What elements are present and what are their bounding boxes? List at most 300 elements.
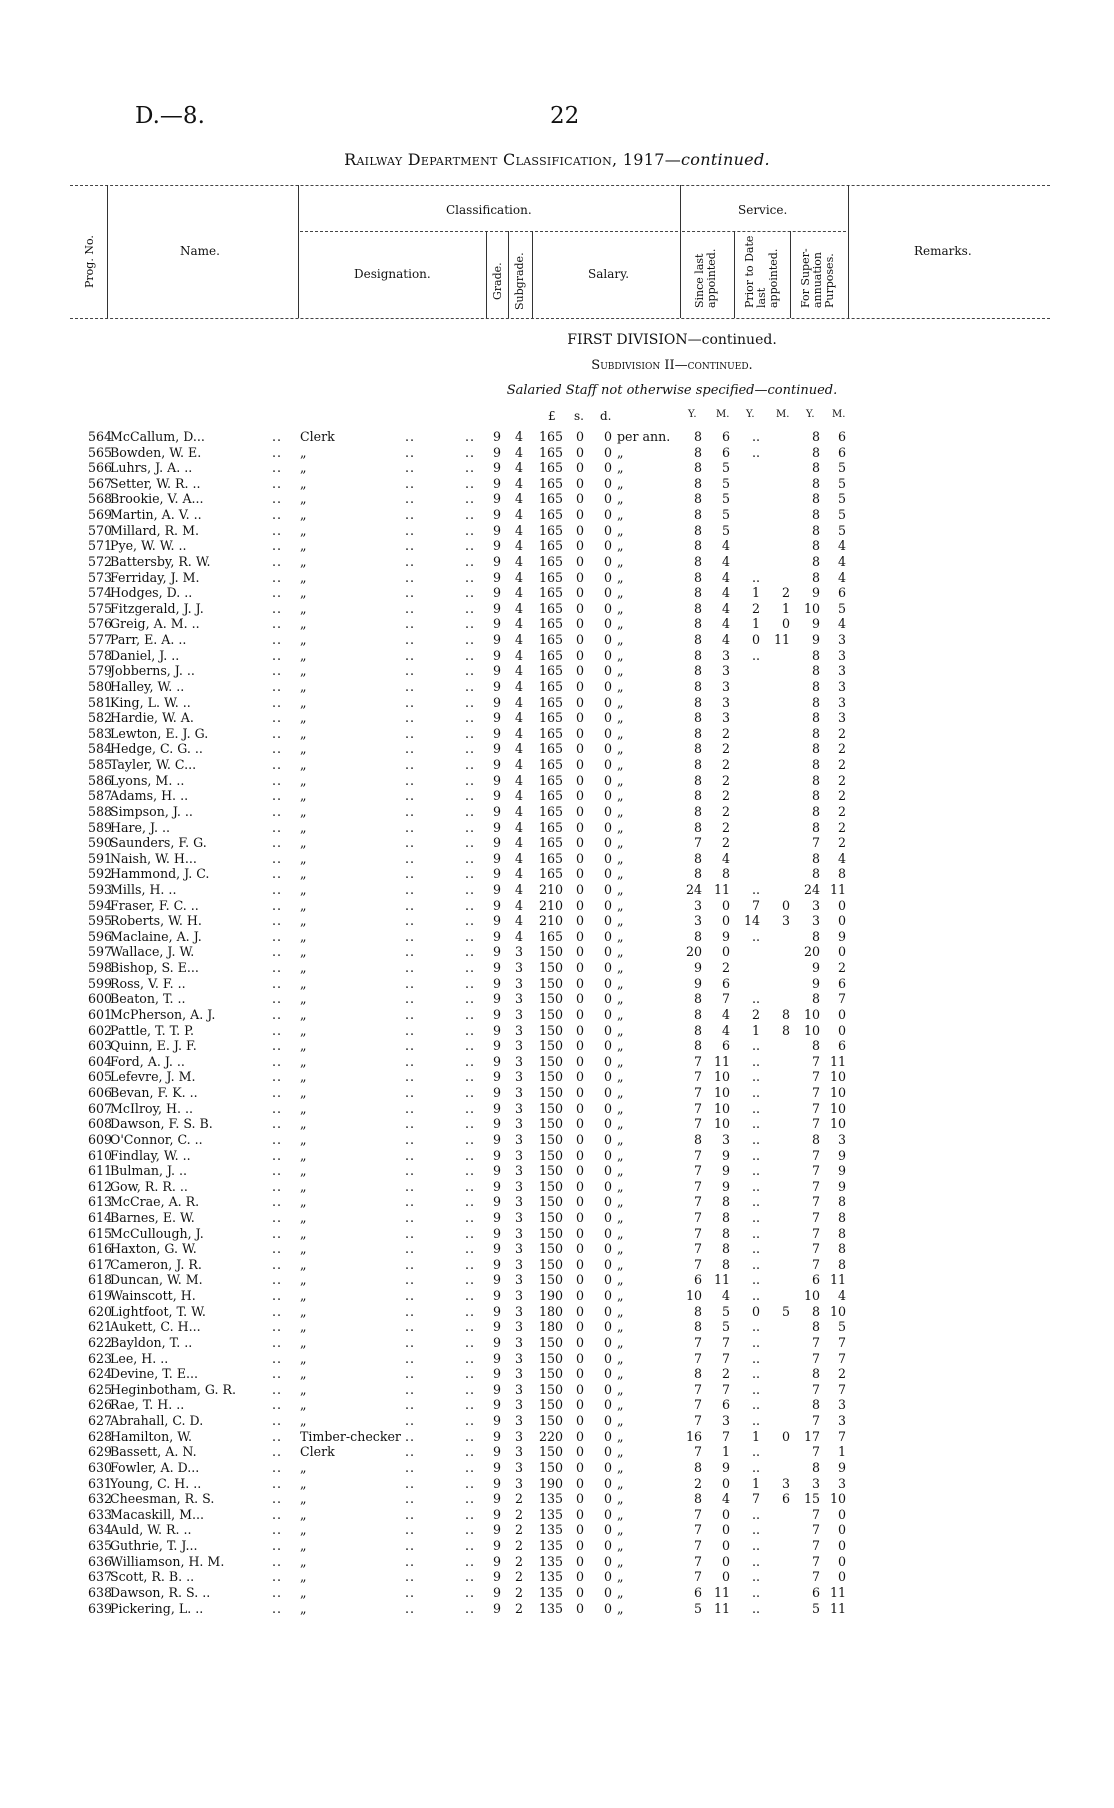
super-months: 2 [837,757,846,773]
since-years: 5 [693,1600,702,1616]
prog-no: 632 [87,1491,112,1507]
leader-dots: .. [465,1085,476,1101]
staff-name: Maclaine, A. J. [110,928,202,944]
prior-years: .. [751,1194,760,1210]
since-months: 4 [721,1288,730,1304]
since-years: 7 [693,1444,702,1460]
table-row [0,554,1114,570]
subgrade: 3 [514,1178,523,1194]
staff-name: Findlay, W. .. [110,1147,191,1163]
super-months: 6 [837,975,846,991]
salary-shillings: 0 [575,569,584,585]
subgrade: 4 [514,460,523,476]
leader-dots: .. [405,1506,416,1522]
prior-years: .. [751,1100,760,1116]
grade: 9 [492,1319,501,1335]
leader-dots: .. [465,819,476,835]
super-months: 8 [837,1241,846,1257]
grade: 9 [492,585,501,601]
staff-name: Gow, R. R. .. [110,1178,188,1194]
since-years: 8 [693,647,702,663]
since-years: 8 [693,632,702,648]
salary-period: „ [617,1022,624,1038]
salary-period: „ [617,1210,624,1225]
grade: 9 [492,1022,501,1038]
salary-pounds: 150 [538,1397,563,1413]
super-years: 7 [811,1334,820,1350]
title-year: , 1917— [612,150,682,169]
grade: 9 [492,928,501,944]
leader-dots: .. [405,850,416,866]
leader-dots: .. [405,1444,416,1460]
subgrade: 3 [514,944,523,960]
since-years: 8 [693,803,702,819]
subgrade: 3 [514,1069,523,1085]
salary-shillings: 0 [575,1085,584,1101]
designation: „ [300,1569,307,1585]
leader-dots: .. [465,866,476,882]
staff-name: Cameron, J. R. [110,1256,202,1272]
subgrade: 4 [514,788,523,804]
leader-dots: .. [272,1053,283,1069]
salary-pence: 0 [603,835,612,851]
salary-period: „ [617,1538,624,1554]
super-months: 0 [837,944,846,960]
leader-dots: .. [272,1100,283,1116]
salary-period: „ [617,507,624,523]
super-years: 6 [811,1272,820,1288]
leader-dots: .. [405,1334,416,1350]
leader-dots: .. [405,928,416,944]
table-row [0,788,1114,804]
super-years: 7 [811,1381,820,1397]
grade: 9 [492,803,501,819]
table-row [0,648,1114,664]
since-years: 7 [693,1053,702,1069]
super-years: 8 [811,757,820,773]
leader-dots: .. [465,944,476,960]
table-row [0,741,1114,757]
super-years: 8 [811,928,820,944]
salary-pounds: 210 [538,881,563,897]
prior-years: 0 [751,632,760,648]
salary-pence: 0 [603,913,612,929]
prior-years: .. [751,647,760,663]
table-row [0,491,1114,507]
super-years: 7 [811,1053,820,1069]
since-months: 7 [721,1350,730,1366]
prog-no: 594 [87,897,112,913]
salary-period: „ [617,1584,624,1600]
grade: 9 [492,694,501,710]
salary-pounds: 190 [538,1475,563,1491]
salary-period: „ [617,1131,624,1147]
prog-no: 600 [87,991,112,1007]
leader-dots: .. [465,1381,476,1397]
super-years: 8 [811,1038,820,1054]
salary-pounds: 165 [538,491,563,507]
staff-name: McIlroy, H. .. [110,1100,193,1116]
super-months: 11 [829,1053,846,1069]
since-months: 0 [721,1475,730,1491]
designation: „ [300,881,307,897]
grade: 9 [492,1428,501,1444]
subgrade: 4 [514,569,523,585]
staff-name: Lefevre, J. M. [110,1069,196,1085]
since-years: 8 [693,788,702,804]
super-months: 10 [829,1116,846,1132]
staff-name: Hare, J. .. [110,819,171,835]
designation: „ [300,710,307,726]
staff-name: Williamson, H. M. [110,1553,225,1569]
leader-dots: .. [465,1569,476,1585]
salary-pence: 0 [603,1163,612,1179]
salary-pounds: 165 [538,632,563,648]
prior-years: .. [751,1319,760,1335]
subgrade: 4 [514,475,523,491]
table-row [0,1226,1114,1242]
salary-period: „ [617,1256,624,1272]
prog-no: 564 [87,429,112,444]
salary-pence: 0 [603,647,612,663]
leader-dots: .. [465,538,476,554]
salary-period: „ [617,694,624,710]
leader-dots: .. [465,725,476,741]
prior-months: 1 [781,600,790,616]
since-months: 10 [713,1100,730,1116]
salary-shillings: 0 [575,1241,584,1257]
salary-pence: 0 [603,788,612,804]
leader-dots: .. [405,460,416,476]
since-months: 5 [721,1303,730,1319]
prog-no: 595 [87,913,112,929]
staff-name: McCallum, D... [110,429,205,444]
since-months: 0 [721,897,730,913]
table-row [0,1210,1114,1226]
salary-shillings: 0 [575,429,584,444]
salary-period: „ [617,1069,624,1085]
salary-pence: 0 [603,1366,612,1382]
leader-dots: .. [272,1085,283,1101]
grade: 9 [492,819,501,835]
leader-dots: .. [405,1006,416,1022]
prior-years: .. [751,1147,760,1163]
designation: „ [300,569,307,585]
grade: 9 [492,1381,501,1397]
super-months: 8 [837,1194,846,1210]
since-months: 3 [721,663,730,679]
salary-pounds: 135 [538,1553,563,1569]
grade: 9 [492,1100,501,1116]
designation: „ [300,1178,307,1194]
leader-dots: .. [405,1100,416,1116]
subgrade: 4 [514,647,523,663]
since-years: 8 [693,538,702,554]
grade: 9 [492,1116,501,1132]
salary-shillings: 0 [575,1381,584,1397]
prog-no: 586 [87,772,112,788]
super-years: 8 [811,772,820,788]
leader-dots: .. [465,1069,476,1085]
subgrade: 4 [514,632,523,648]
name-header: Name. [180,244,220,258]
subgrade: 3 [514,1303,523,1319]
since-months: 5 [721,522,730,538]
table-row [0,913,1114,929]
since-months: 8 [721,1194,730,1210]
leader-dots: .. [465,1256,476,1272]
super-years: 7 [811,835,820,851]
salary-pounds: 150 [538,1256,563,1272]
salary-pence: 0 [603,1225,612,1241]
super-months: 2 [837,819,846,835]
salary-pounds: 165 [538,600,563,616]
since-months: 4 [721,1491,730,1507]
designation: „ [300,913,307,929]
since-years: 8 [693,553,702,569]
leader-dots: .. [272,991,283,1007]
salary-shillings: 0 [575,460,584,476]
designation: „ [300,1600,307,1616]
leader-dots: .. [465,475,476,491]
designation: „ [300,585,307,601]
salary-period: „ [617,960,624,976]
grade: 9 [492,1194,501,1210]
grade: 9 [492,1397,501,1413]
since-years: 8 [693,429,702,444]
salary-pounds: 165 [538,678,563,694]
salary-pounds: 165 [538,460,563,476]
staff-name: McCrae, A. R. [110,1194,200,1210]
prior-months: 5 [781,1303,790,1319]
grade: 9 [492,538,501,554]
salary-shillings: 0 [575,725,584,741]
salary-pence: 0 [603,1085,612,1101]
prog-no: 580 [87,678,112,694]
prior-years: .. [751,1116,760,1132]
leader-dots: .. [465,772,476,788]
salary-pence: 0 [603,1584,612,1600]
salary-pence: 0 [603,757,612,773]
salary-shillings: 0 [575,538,584,554]
salary-shillings: 0 [575,507,584,523]
designation: „ [300,616,307,632]
designation: „ [300,1381,307,1397]
table-row [0,1413,1114,1429]
super-months: 6 [837,1038,846,1054]
super-months: 10 [829,1069,846,1085]
staff-name: Mills, H. .. [110,881,177,897]
salary-pounds: 150 [538,975,563,991]
staff-name: Adams, H. .. [110,788,189,804]
since-years: 7 [693,1569,702,1585]
salary-pounds: 165 [538,475,563,491]
table-row [0,1272,1114,1288]
leader-dots: .. [272,569,283,585]
leader-dots: .. [405,819,416,835]
grade: 9 [492,1288,501,1304]
leader-dots: .. [465,1178,476,1194]
leader-dots: .. [272,1413,283,1429]
unit-months: M. [832,409,846,420]
prog-no: 627 [87,1413,112,1429]
leader-dots: .. [272,647,283,663]
salary-pounds: 150 [538,1210,563,1225]
super-years: 10 [803,600,820,616]
salary-period: „ [617,725,624,741]
prior-years: .. [751,569,760,585]
subgrade: 3 [514,1334,523,1350]
salary-pounds: 150 [538,1225,563,1241]
subgrade: 4 [514,491,523,507]
salary-pounds: 165 [538,772,563,788]
salary-pence: 0 [603,507,612,523]
leader-dots: .. [465,710,476,726]
since-years: 7 [693,1100,702,1116]
salary-pence: 0 [603,460,612,476]
salary-pence: 0 [603,944,612,960]
since-months: 10 [713,1116,730,1132]
subgrade: 4 [514,694,523,710]
leader-dots: .. [405,1538,416,1554]
salary-pounds: 150 [538,1038,563,1054]
staff-name: Fowler, A. D... [110,1459,200,1475]
leader-dots: .. [405,585,416,601]
leader-dots: .. [465,1444,476,1460]
leader-dots: .. [465,678,476,694]
since-months: 11 [713,1053,730,1069]
staff-name: Macaskill, M... [110,1506,205,1522]
since-months: 11 [713,1600,730,1616]
salary-pence: 0 [603,538,612,554]
salary-pence: 0 [603,1272,612,1288]
leader-dots: .. [405,678,416,694]
table-row [0,570,1114,586]
since-months: 3 [721,694,730,710]
leader-dots: .. [272,1522,283,1538]
leader-dots: .. [272,850,283,866]
designation: „ [300,1366,307,1382]
salary-pence: 0 [603,975,612,991]
designation: „ [300,788,307,804]
grade: 9 [492,1131,501,1147]
leader-dots: .. [465,522,476,538]
salary-shillings: 0 [575,678,584,694]
staff-name: Scott, R. B. .. [110,1569,195,1585]
leader-dots: .. [465,1366,476,1382]
salary-shillings: 0 [575,1147,584,1163]
salary-period: „ [617,585,624,601]
prog-no: 570 [87,522,112,538]
grade: 9 [492,1006,501,1022]
salary-pence: 0 [603,1444,612,1460]
col-divider [532,231,533,318]
salary-shillings: 0 [575,600,584,616]
staff-name: Barnes, E. W. [110,1210,195,1225]
grade: 9 [492,741,501,757]
prog-no: 616 [87,1241,112,1257]
salary-shillings: 0 [575,1553,584,1569]
salary-period: „ [617,1459,624,1475]
subgrade: 3 [514,1006,523,1022]
salary-pence: 0 [603,1428,612,1444]
leader-dots: .. [272,522,283,538]
leader-dots: .. [405,913,416,929]
prior-years: 2 [751,1006,760,1022]
salary-pounds: 150 [538,1116,563,1132]
leader-dots: .. [405,772,416,788]
salary-period: „ [617,1397,624,1413]
since-years: 7 [693,1256,702,1272]
designation: „ [300,632,307,648]
leader-dots: .. [465,1584,476,1600]
staff-name: Hardie, W. A. [110,710,194,726]
super-months: 0 [837,897,846,913]
leader-dots: .. [405,1475,416,1491]
salary-shillings: 0 [575,1256,584,1272]
since-years: 7 [693,1381,702,1397]
salary-pence: 0 [603,600,612,616]
leader-dots: .. [465,1163,476,1179]
super-years: 8 [811,663,820,679]
leader-dots: .. [465,835,476,851]
salary-pence: 0 [603,819,612,835]
leader-dots: .. [465,1147,476,1163]
staff-name: Rae, T. H. .. [110,1397,185,1413]
salary-pence: 0 [603,553,612,569]
salary-pounds: 150 [538,1022,563,1038]
salary-period: „ [617,1006,624,1022]
salary-pounds: 150 [538,1366,563,1382]
designation: „ [300,553,307,569]
super-months: 2 [837,835,846,851]
salary-shillings: 0 [575,1600,584,1616]
salary-shillings: 0 [575,1475,584,1491]
table-row [0,1007,1114,1023]
designation: „ [300,803,307,819]
super-years: 8 [811,803,820,819]
prior-years: 1 [751,585,760,601]
grade: 9 [492,850,501,866]
table-row [0,1054,1114,1070]
table-row [0,991,1114,1007]
since-years: 8 [693,678,702,694]
super-years: 8 [811,1319,820,1335]
salary-period: „ [617,881,624,897]
leader-dots: .. [272,1506,283,1522]
leader-dots: .. [272,803,283,819]
table-row [0,1507,1114,1523]
subgrade: 3 [514,1459,523,1475]
salary-pence: 0 [603,1522,612,1538]
leader-dots: .. [272,1553,283,1569]
salary-pence: 0 [603,444,612,460]
salary-pence: 0 [603,632,612,648]
since-months: 4 [721,850,730,866]
salary-period: „ [617,819,624,835]
salary-period: „ [617,616,624,632]
designation: „ [300,1334,307,1350]
super-months: 4 [837,1288,846,1304]
salary-pounds: 165 [538,788,563,804]
table-row [0,726,1114,742]
salary-pounds: 165 [538,538,563,554]
salary-pounds: 135 [538,1538,563,1554]
leader-dots: .. [465,1491,476,1507]
leader-dots: .. [272,944,283,960]
leader-dots: .. [465,460,476,476]
super-years: 7 [811,1241,820,1257]
